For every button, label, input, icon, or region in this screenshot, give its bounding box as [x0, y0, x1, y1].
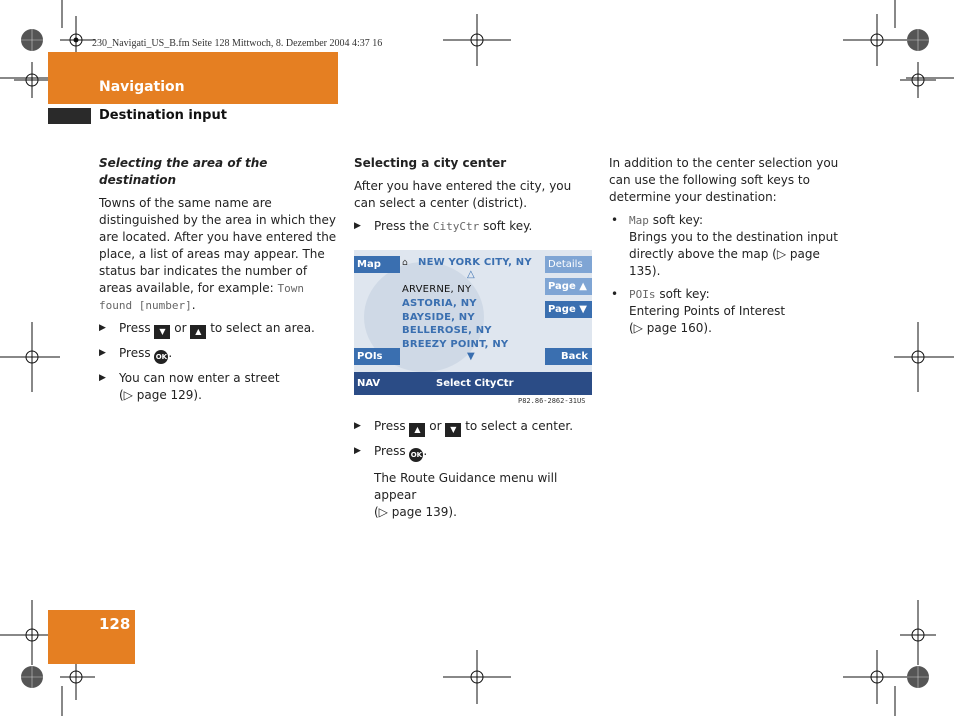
para-end: .	[191, 298, 196, 312]
step-end: .	[423, 444, 428, 458]
city-list-item[interactable]: BAYSIDE, NY	[402, 312, 475, 323]
step-press-ok	[354, 443, 594, 462]
step-arrow-icon: ▶	[99, 373, 106, 383]
step-text-end: soft key.	[483, 219, 533, 233]
heading-area-selection: Selecting the area of the destination	[99, 156, 268, 187]
ok-key-icon: OK	[154, 350, 168, 364]
column-city-center-steps	[354, 412, 594, 521]
heading-city-center: Selecting a city center	[354, 156, 507, 170]
city-list-item[interactable]: ASTORIA, NY	[402, 298, 477, 309]
city-list-item[interactable]: BREEZY POINT, NY	[402, 339, 509, 350]
page-number: 128	[99, 615, 131, 633]
status-bar	[354, 372, 592, 395]
subsection-title: Destination input	[99, 108, 227, 123]
arrow-down-key-icon: ▼	[445, 423, 461, 437]
step-text: Press	[119, 321, 151, 335]
subsection-tab	[48, 108, 91, 124]
page-reference-link[interactable]: (▷ page 139).	[374, 505, 457, 519]
column-city-center	[354, 155, 594, 241]
step-or: or	[174, 321, 187, 335]
bullet-text: soft key:	[659, 287, 710, 301]
paragraph-area	[99, 195, 339, 314]
navigation-display	[354, 250, 592, 395]
bullet-description: Entering Points of Interest	[629, 304, 786, 318]
softkey-pois[interactable]: POIs	[354, 348, 400, 365]
paragraph-soft-keys: In addition to the center selection you can use the following soft keys to determine your destination:	[609, 156, 839, 204]
column-area-selection	[99, 155, 339, 410]
figure-code: P82.86-2862-31US	[518, 397, 586, 405]
step-enter-street	[99, 370, 339, 404]
step-text: Press the	[374, 219, 430, 233]
step-arrow-icon: ▶	[99, 323, 106, 333]
step-press-ok	[99, 345, 339, 364]
softkey-page-down[interactable]: Page ▼	[545, 301, 592, 318]
arrow-down-key-icon: ▼	[154, 325, 170, 339]
cityctr-softkey-name: CityCtr	[432, 220, 480, 233]
para-text: Towns of the same name are distinguished by the area in which they are located. After you have entered the place, a list of areas may appear. The status bar indicates the number of areas available, for example:	[99, 196, 337, 295]
softkey-map[interactable]: Map	[354, 256, 400, 273]
softkey-back[interactable]: Back	[545, 348, 592, 365]
map-softkey-name: Map	[629, 214, 649, 227]
step-text: Press	[374, 444, 406, 458]
status-example: Town found [number]	[99, 282, 304, 312]
arrow-up-key-icon: ▲	[409, 423, 425, 437]
step-or: or	[429, 419, 442, 433]
scroll-up-icon: △	[467, 269, 475, 280]
section-tab	[48, 52, 338, 104]
city-list-item[interactable]: BELLEROSE, NY	[402, 325, 492, 336]
bullet-map-softkey	[609, 212, 849, 280]
step-text-end: to select an area.	[210, 321, 315, 335]
step-text: Press	[374, 419, 406, 433]
bullet-pois-softkey	[609, 286, 849, 337]
status-select-cityctr: Select CityCtr	[436, 378, 514, 389]
bullet-text: soft key:	[652, 213, 704, 227]
arrow-up-key-icon: ▲	[190, 325, 206, 339]
page-reference-link[interactable]: (▷ page 160).	[629, 321, 712, 335]
step-arrow-icon: ▶	[354, 421, 361, 431]
step-text: You can now enter a street	[119, 371, 280, 385]
step-end: .	[168, 346, 173, 360]
step-text-end: to select a center.	[465, 419, 574, 433]
bullet-icon: •	[611, 287, 619, 301]
step-press-cityctr	[354, 218, 594, 235]
scroll-down-icon: ▼	[467, 351, 475, 362]
section-title: Navigation	[99, 79, 185, 95]
step-select-area	[99, 320, 339, 339]
bullet-icon: •	[611, 213, 619, 227]
bullet-description: Brings you to the destination input directly above the map (▷ page 135).	[629, 230, 838, 278]
ok-key-icon: OK	[409, 448, 423, 462]
pois-softkey-name: POIs	[629, 288, 656, 301]
step-arrow-icon: ▶	[99, 348, 106, 358]
city-list-item-selected[interactable]: ARVERNE, NY	[402, 284, 472, 295]
column-soft-keys	[609, 155, 849, 343]
step-select-center	[354, 418, 594, 437]
note-text: The Route Guidance menu will appear	[374, 471, 558, 502]
city-header: NEW YORK CITY, NY	[418, 257, 532, 268]
softkey-details[interactable]: Details	[545, 256, 592, 273]
paragraph-city-center: After you have entered the city, you can select a center (district).	[354, 179, 572, 210]
step-text: Press	[119, 346, 151, 360]
page-reference-link[interactable]: (▷ page 129).	[119, 388, 202, 402]
step-arrow-icon: ▶	[354, 221, 361, 231]
softkey-page-up[interactable]: Page ▲	[545, 278, 592, 295]
status-nav: NAV	[357, 378, 381, 389]
city-icon: ⌂	[402, 258, 408, 268]
route-guidance-note	[354, 470, 594, 521]
step-arrow-icon: ▶	[354, 446, 361, 456]
print-metadata-line: 230_Navigati_US_B.fm Seite 128 Mittwoch, 8. Dezember 2004 4:37 16	[92, 38, 383, 49]
